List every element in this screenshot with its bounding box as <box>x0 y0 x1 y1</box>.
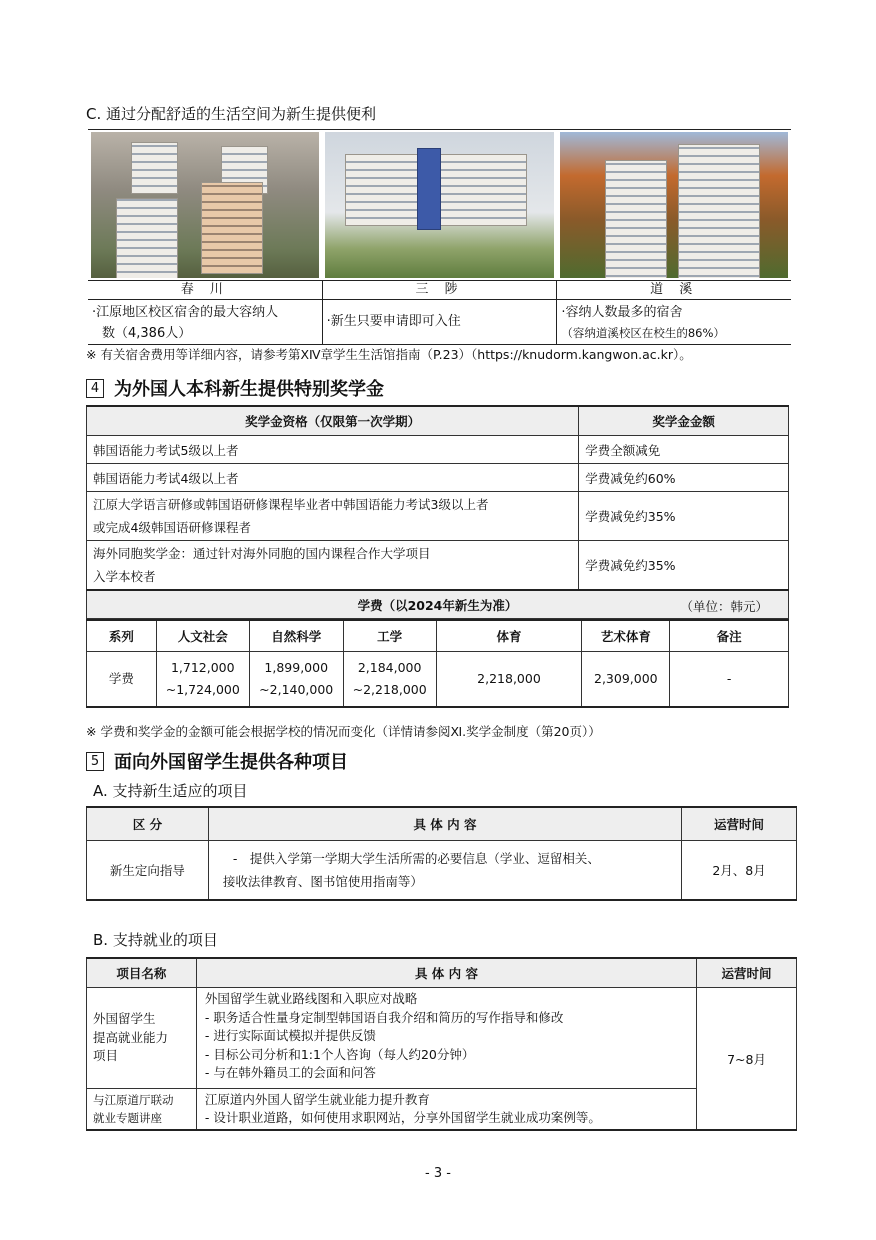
dorm-desc-line: ·容纳人数最多的宿舍 <box>561 305 683 320</box>
cell-line: 1,712,000 <box>170 660 235 675</box>
adaptation-table <box>86 806 797 901</box>
cell-line: 项目 <box>93 1048 119 1064</box>
cell-line: ~1,724,000 <box>165 682 240 697</box>
cell-line: 外国留学生就业路线图和入职应对战略 <box>204 991 418 1006</box>
fee-cell: 2,309,000 <box>582 652 670 708</box>
table-row <box>87 841 797 901</box>
fee-header: 体育 <box>436 620 582 652</box>
eligibility-cell <box>87 492 579 541</box>
dorm-desc-samcheok <box>323 300 558 344</box>
header-name: 项目名称 <box>87 958 197 988</box>
cell-line: 接收法律教育、图书馆使用指南等） <box>222 874 423 889</box>
time-cell: 2月、8月 <box>682 841 797 901</box>
fee-cell: - <box>670 652 789 708</box>
dorm-name-dogye: 道 溪 <box>650 282 699 297</box>
chuncheon-dorm-photo <box>91 132 319 278</box>
cell-line: - 设计职业道路，如何使用求职网站，分享外国留学生就业成功案例等。 <box>204 1110 601 1125</box>
dormitory-names <box>88 280 791 300</box>
header-time: 运营时间 <box>682 807 797 841</box>
dorm-desc-line: ·新生只要申请即可入住 <box>326 314 461 329</box>
fee-cell <box>156 652 249 708</box>
table-row <box>87 652 789 708</box>
eligibility-cell: 韩国语能力考试4级以上者 <box>87 464 579 492</box>
fee-header: 工学 <box>343 620 436 652</box>
cell-line: 江原大学语言研修或韩国语研修课程毕业者中韩国语能力考试3级以上者 <box>93 497 489 512</box>
dorm-name-chuncheon: 春 川 <box>88 281 323 299</box>
dogye-dorm-photo <box>560 132 788 278</box>
program-name-cell <box>87 1089 197 1131</box>
fee-header: 备注 <box>670 620 789 652</box>
cell-line: 或完成4级韩国语研修课程者 <box>93 520 251 535</box>
fee-title: 学费（以2024年新生为准） <box>357 597 518 613</box>
header-content: 具 体 内 容 <box>208 807 681 841</box>
cell-line: ~2,218,000 <box>352 682 427 697</box>
cell-line: 入学本校者 <box>93 569 156 584</box>
fee-header: 自然科学 <box>249 620 343 652</box>
fee-title-cell <box>87 590 789 619</box>
header-content: 具 体 内 容 <box>196 958 696 988</box>
samcheok-dorm-photo <box>325 132 553 278</box>
fee-header: 系列 <box>87 620 157 652</box>
fee-row-label: 学费 <box>87 652 157 708</box>
dorm-desc-line: 数（4,386人） <box>102 326 192 341</box>
page-number: - 3 - <box>425 1166 451 1181</box>
dorm-desc-dogye <box>557 300 791 344</box>
header-time: 运营时间 <box>697 958 797 988</box>
fee-cell <box>343 652 436 708</box>
content-cell <box>208 841 681 901</box>
dormitory-photos <box>88 129 791 280</box>
dorm-desc-chuncheon <box>88 300 323 344</box>
header-eligibility: 奖学金资格（仅限第一次学期） <box>87 406 579 436</box>
section-c-title: C. 通过分配舒适的生活空间为新生提供便利 <box>86 105 377 123</box>
table-header-row <box>87 620 789 652</box>
cell-line: 就业专题讲座 <box>93 1111 162 1125</box>
section-4-title <box>86 375 384 401</box>
fee-unit: （单位：韩元） <box>680 599 768 614</box>
amount-cell: 学费减免约35% <box>579 541 789 591</box>
dorm-desc-line: （容纳道溪校区在校生的86%） <box>561 326 725 340</box>
eligibility-cell: 韩国语能力考试5级以上者 <box>87 436 579 464</box>
employment-table <box>86 957 797 1131</box>
cell-line: 2,184,000 <box>357 660 422 675</box>
cell-line: - 进行实际面试模拟并提供反馈 <box>204 1028 376 1043</box>
fee-cell <box>249 652 343 708</box>
section-5-title-text: 面向外国留学生提供各种项目 <box>114 752 348 773</box>
amount-cell: 学费减免约60% <box>579 464 789 492</box>
amount-cell: 学费全额减免 <box>579 436 789 464</box>
section-5-title <box>86 748 348 774</box>
cell-line: - 与在韩外籍员工的会面和问答 <box>204 1065 376 1080</box>
eligibility-cell <box>87 541 579 591</box>
cell-line: ~2,140,000 <box>259 682 334 697</box>
dormitory-descriptions <box>88 300 791 345</box>
table-row <box>87 1089 797 1131</box>
time-cell: 7~8月 <box>697 988 797 1131</box>
fee-cell: 2,218,000 <box>436 652 582 708</box>
fee-title-row <box>87 590 789 619</box>
table-header-row <box>87 406 789 436</box>
table-row <box>87 436 789 464</box>
fee-header: 人文社会 <box>156 620 249 652</box>
dormitory-block <box>88 129 791 345</box>
section-number-box: 5 <box>86 752 104 771</box>
dorm-desc-line: ·江原地区校区宿舍的最大容纳人 <box>92 305 279 320</box>
table-row <box>87 492 789 541</box>
cell-line: - 职务适合性量身定制型韩国语自我介绍和简历的写作指导和修改 <box>204 1009 564 1025</box>
cell-line: - 目标公司分析和1:1个人咨询（每人约20分钟） <box>204 1046 475 1062</box>
fee-note: ※ 学费和奖学金的金额可能会根据学校的情况而变化（详情请参阅Ⅺ.奖学金制度（第20页）） <box>86 724 601 739</box>
section-number-box: 4 <box>86 379 104 398</box>
dorm-note: ※ 有关宿舍费用等详细内容，请参考第ⅩⅣ章学生生活馆指南（P.23）（https://knudorm.kangwon.ac.kr）。 <box>86 347 692 362</box>
section-b-title: B. 支持就业的项目 <box>93 931 218 949</box>
program-content-cell <box>196 988 696 1089</box>
cell-line: 1,899,000 <box>264 660 329 675</box>
section-4-title-text: 为外国人本科新生提供特别奖学金 <box>114 379 384 400</box>
cell-line: 与江原道厅联动 <box>93 1092 174 1107</box>
header-category: 区 分 <box>87 807 209 841</box>
category-cell: 新生定向指导 <box>87 841 209 901</box>
scholarship-table <box>86 405 789 619</box>
table-row <box>87 464 789 492</box>
cell-line: 江原道内外国人留学生就业能力提升教育 <box>204 1091 430 1107</box>
program-content-cell <box>196 1089 696 1131</box>
cell-line: 海外同胞奖学金：通过针对海外同胞的国内课程合作大学项目 <box>93 546 431 561</box>
cell-line: 外国留学生 <box>93 1011 156 1027</box>
table-header-row <box>87 807 797 841</box>
cell-line: 提高就业能力 <box>93 1029 169 1045</box>
header-amount: 奖学金金额 <box>579 406 789 436</box>
section-a-title: A. 支持新生适应的项目 <box>93 782 248 800</box>
cell-line: - 提供入学第一学期大学生活所需的必要信息（学业、逗留相关、 <box>232 851 600 866</box>
program-name-cell <box>87 988 197 1089</box>
amount-cell: 学费减免约35% <box>579 492 789 541</box>
table-header-row <box>87 958 797 988</box>
table-row <box>87 988 797 1089</box>
table-row <box>87 541 789 591</box>
dorm-name-samcheok: 三 陟 <box>323 281 558 299</box>
fee-table <box>86 619 789 708</box>
fee-header: 艺术体育 <box>582 620 670 652</box>
